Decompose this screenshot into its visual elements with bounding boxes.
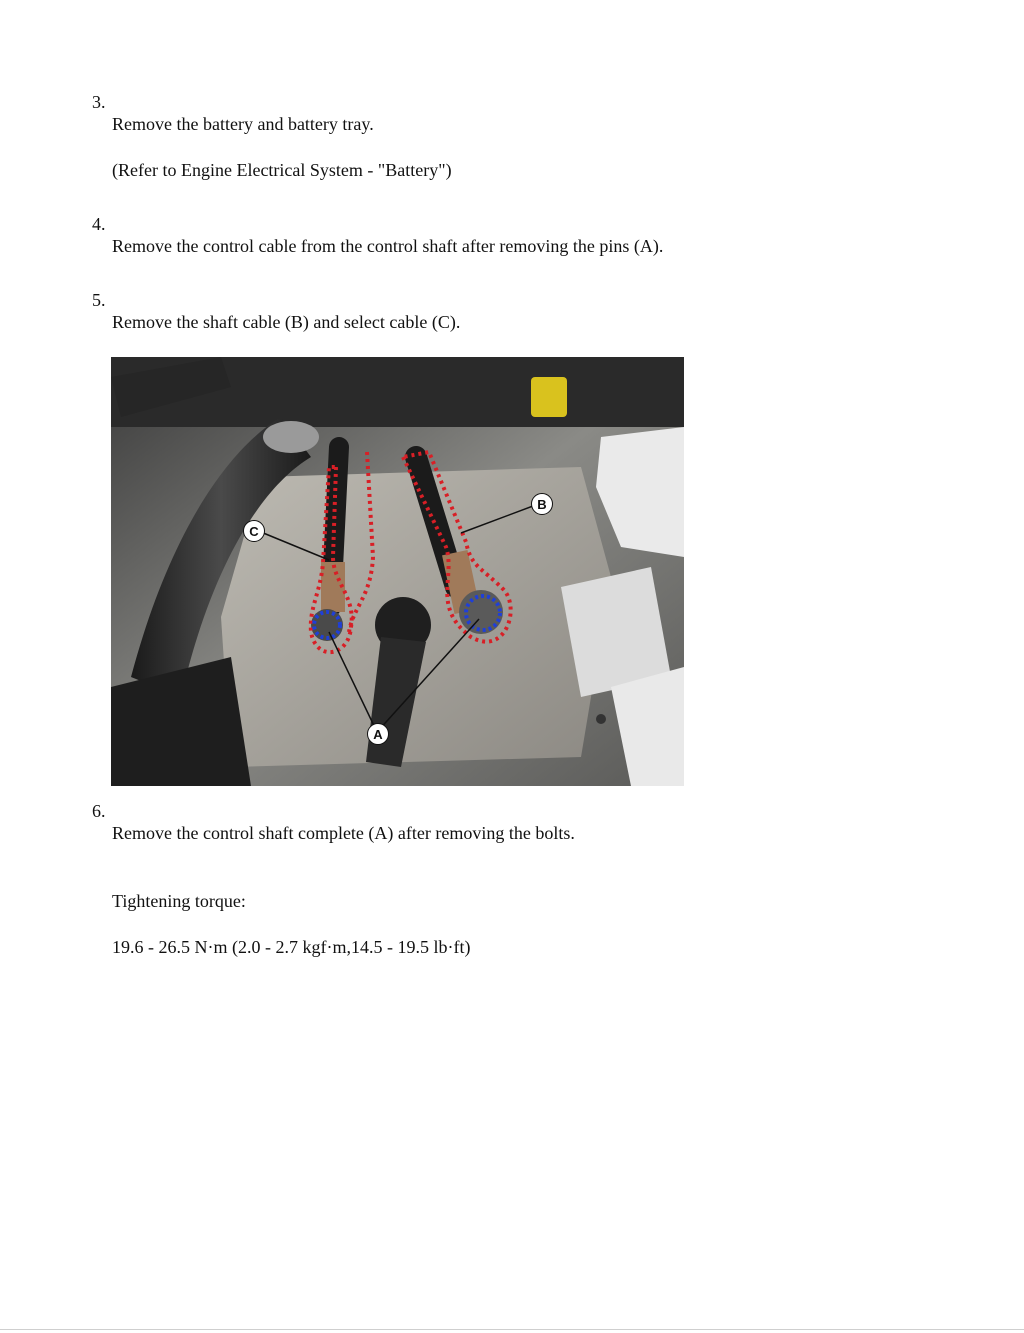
step-3-number: 3. [92, 92, 106, 112]
step-5-text: Remove the shaft cable (B) and select cable (C). [112, 312, 461, 332]
step-6-text: Remove the control shaft complete (A) after removing the bolts. [112, 823, 575, 843]
torque-value: 19.6 - 26.5 N·m (2.0 - 2.7 kgf·m,14.5 - 19.5 lb·ft) [112, 937, 471, 957]
callout-c-label: C [249, 523, 259, 539]
torque-label: Tightening torque: [112, 891, 246, 911]
step-4-number: 4. [92, 214, 106, 234]
callout-b [531, 493, 553, 515]
engine-photo [111, 357, 684, 786]
callout-b-label: B [537, 496, 547, 512]
callout-a-label: A [373, 726, 383, 742]
step-3-text: Remove the battery and battery tray. [112, 114, 374, 134]
callout-a [367, 723, 389, 745]
step-6-number: 6. [92, 801, 106, 821]
step-4-text: Remove the control cable from the control shaft after removing the pins (A). [112, 236, 664, 256]
step-5-number: 5. [92, 290, 106, 310]
page-bottom-divider [0, 1329, 1024, 1330]
callout-c [243, 520, 265, 542]
step-3-reference: (Refer to Engine Electrical System - "Battery") [112, 160, 452, 180]
